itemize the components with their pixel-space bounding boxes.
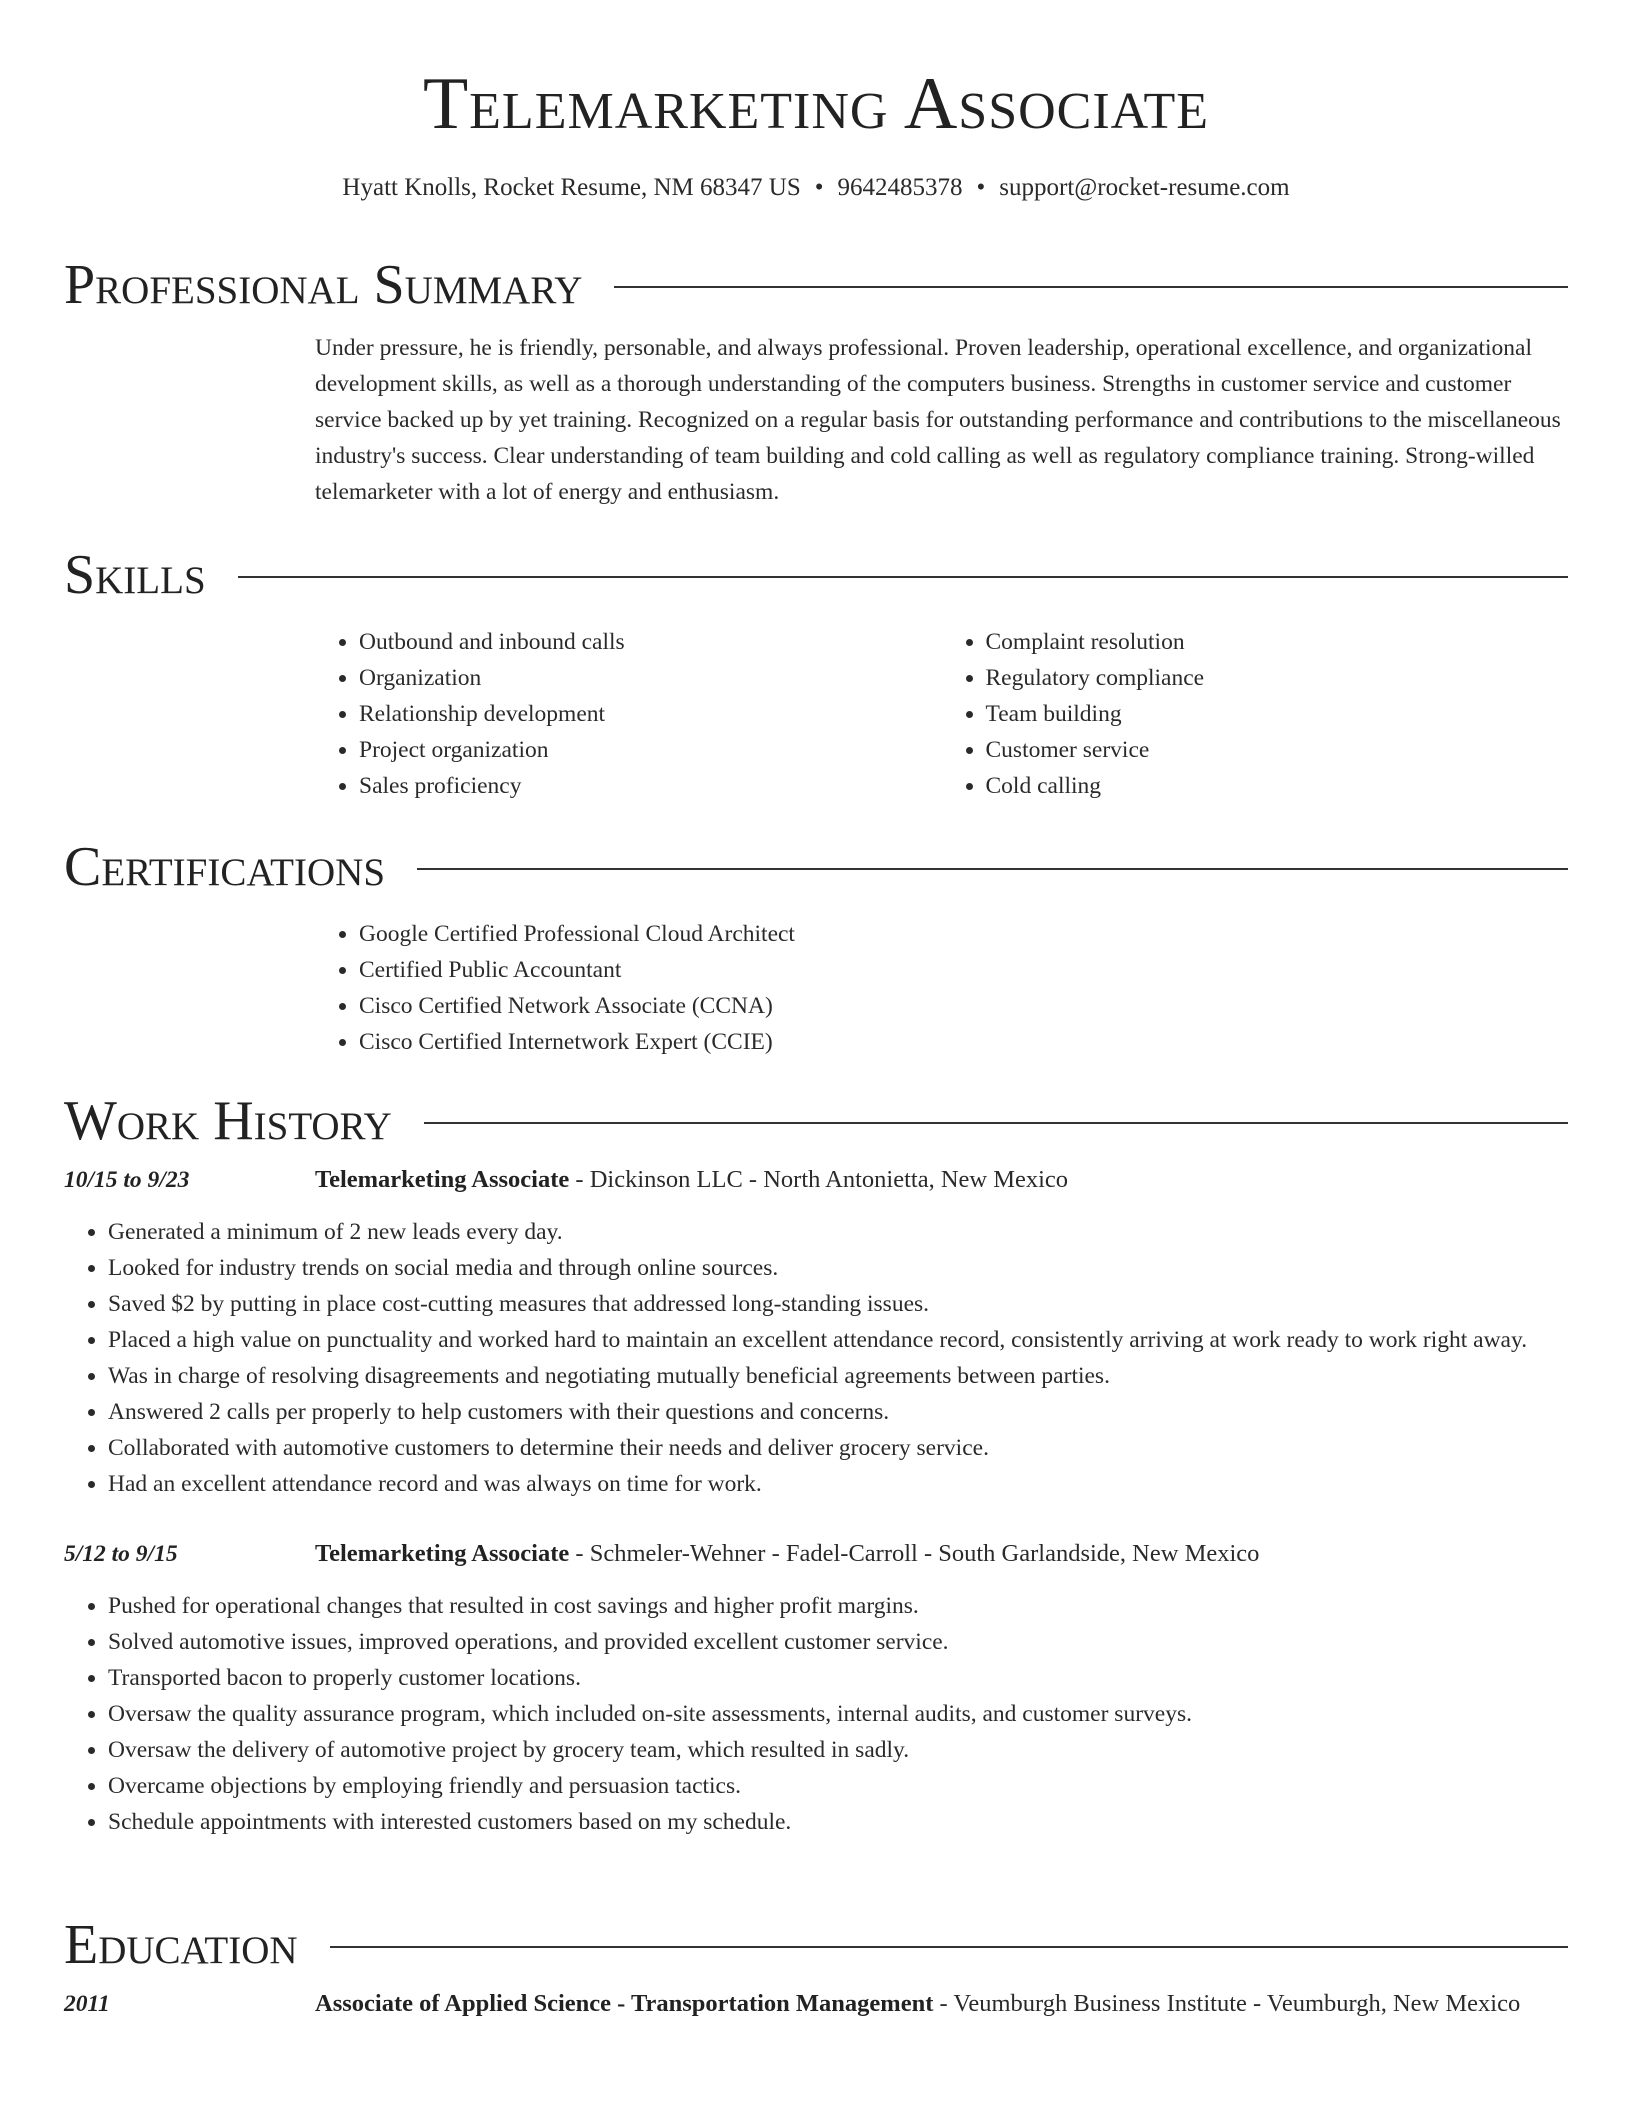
skill-item: • Sales proficiency [359, 768, 942, 804]
job-bullet: • Overcame objections by employing friendly and persuasion tactics. [108, 1768, 1568, 1804]
job-details: - Schmeler-Wehner - Fadel-Carroll - South Garlandside, New Mexico [569, 1540, 1260, 1567]
skill-item: • Complaint resolution [986, 624, 1569, 660]
job-bullets [64, 1588, 1568, 1840]
skill-item: • Team building [986, 696, 1569, 732]
certifications-list [315, 916, 1568, 1060]
education-degree: Associate of Applied Science - Transportation Management [315, 1990, 934, 2017]
job-heading [315, 1536, 1568, 1572]
contact-line [0, 172, 1632, 204]
skill-item: • Organization [359, 660, 942, 696]
education-section [64, 1912, 1568, 2022]
skill-item: • Regulatory compliance [986, 660, 1569, 696]
section-divider [424, 1122, 1568, 1124]
section-heading-summary: Professional Summary [64, 254, 583, 316]
job-details: - Dickinson LLC - North Antonietta, New Mexico [569, 1166, 1069, 1193]
job-header [64, 1536, 1568, 1572]
section-divider [417, 868, 1568, 870]
job-bullet: • Looked for industry trends on social media and through online sources. [108, 1250, 1568, 1286]
section-heading-education: Education [64, 1914, 298, 1976]
job-bullet: • Oversaw the delivery of automotive project by grocery team, which resulted in sadly. [108, 1732, 1568, 1768]
education-heading [315, 1986, 1568, 2022]
job-bullet: • Answered 2 calls per properly to help customers with their questions and concerns. [108, 1394, 1568, 1430]
certifications-body [315, 916, 1568, 1060]
job-bullet: • Collaborated with automotive customers to determine their needs and deliver grocery service. [108, 1430, 1568, 1466]
job-bullet: • Generated a minimum of 2 new leads every day. [108, 1214, 1568, 1250]
job-bullet: • Had an excellent attendance record and was always on time for work. [108, 1466, 1568, 1502]
contact-separator: • [814, 174, 824, 201]
skill-item: • Relationship development [359, 696, 942, 732]
work-history-section [64, 1088, 1568, 1840]
job-bullet: • Oversaw the quality assurance program, which included on-site assessments, internal audits, and customer surveys. [108, 1696, 1568, 1732]
skills-heading-row [64, 542, 1568, 608]
skill-item: • Cold calling [986, 768, 1569, 804]
skill-item: • Project organization [359, 732, 942, 768]
section-divider [330, 1946, 1568, 1948]
job-bullets [64, 1214, 1568, 1502]
job-dates: 10/15 to 9/23 [64, 1167, 190, 1193]
education-heading-row [64, 1912, 1568, 1978]
summary-body [315, 330, 1568, 510]
summary-heading-row [64, 252, 1568, 318]
job-header [64, 1162, 1568, 1198]
skill-item: • Outbound and inbound calls [359, 624, 942, 660]
job-heading [315, 1162, 1568, 1198]
job-bullet: • Schedule appointments with interested customers based on my schedule. [108, 1804, 1568, 1840]
skills-list-left [315, 624, 942, 804]
education-year: 2011 [64, 1991, 110, 2017]
certifications-heading-row [64, 834, 1568, 900]
section-divider [614, 286, 1568, 288]
job-dates: 5/12 to 9/15 [64, 1541, 178, 1567]
skills-section [64, 542, 1568, 804]
section-heading-work-history: Work History [64, 1090, 392, 1152]
certification-item: • Cisco Certified Internetwork Expert (CCIE) [359, 1024, 1568, 1060]
skill-item: • Customer service [986, 732, 1569, 768]
contact-phone: 9642485378 [837, 174, 963, 201]
certification-item: • Cisco Certified Network Associate (CCNA) [359, 988, 1568, 1024]
certifications-section [64, 834, 1568, 1060]
job-bullet: • Was in charge of resolving disagreements and negotiating mutually beneficial agreements between parties. [108, 1358, 1568, 1394]
job-bullet: • Placed a high value on punctuality and worked hard to maintain an excellent attendance record, consistently arriving at work ready to work right away. [108, 1322, 1568, 1358]
job-entry [64, 1536, 1568, 1840]
section-heading-certifications: Certifications [64, 836, 386, 898]
job-bullet: • Solved automotive issues, improved operations, and provided excellent customer service. [108, 1624, 1568, 1660]
job-title: Telemarketing Associate [315, 1540, 570, 1567]
certification-item: • Certified Public Accountant [359, 952, 1568, 988]
contact-email: support@rocket-resume.com [999, 174, 1290, 201]
job-bullet: • Pushed for operational changes that resulted in cost savings and higher profit margins. [108, 1588, 1568, 1624]
education-entry [64, 1986, 1568, 2022]
skills-list-right [942, 624, 1569, 804]
job-bullet: • Transported bacon to properly customer locations. [108, 1660, 1568, 1696]
resume-name-title: Telemarketing Associate [422, 63, 1210, 145]
summary-text: Under pressure, he is friendly, personable, and always professional. Proven leadership, operational excellence, and organizational development skills, as well as a thorough understanding of the computers business. Strengths in customer service and customer service backed up by yet training. Recognized on a regular basis for outstanding performance and contributions to the miscellaneous industry's success. Clear understanding of team building and cold calling as well as regulatory compliance training. Strong-willed telemarketer with a lot of energy and enthusiasm. [315, 335, 1561, 505]
job-bullet: • Saved $2 by putting in place cost-cutting measures that addressed long-standing issues. [108, 1286, 1568, 1322]
skills-grid [315, 624, 1568, 804]
contact-separator: • [976, 174, 986, 201]
work-history-heading-row [64, 1088, 1568, 1154]
section-divider [238, 576, 1568, 578]
contact-address: Hyatt Knolls, Rocket Resume, NM 68347 US [342, 174, 801, 201]
certification-item: • Google Certified Professional Cloud Architect [359, 916, 1568, 952]
education-details: - Veumburgh Business Institute - Veumburgh, New Mexico [933, 1990, 1521, 2017]
job-entry [64, 1162, 1568, 1502]
summary-section [64, 252, 1568, 510]
job-title: Telemarketing Associate [315, 1166, 570, 1193]
section-heading-skills: Skills [64, 544, 206, 606]
